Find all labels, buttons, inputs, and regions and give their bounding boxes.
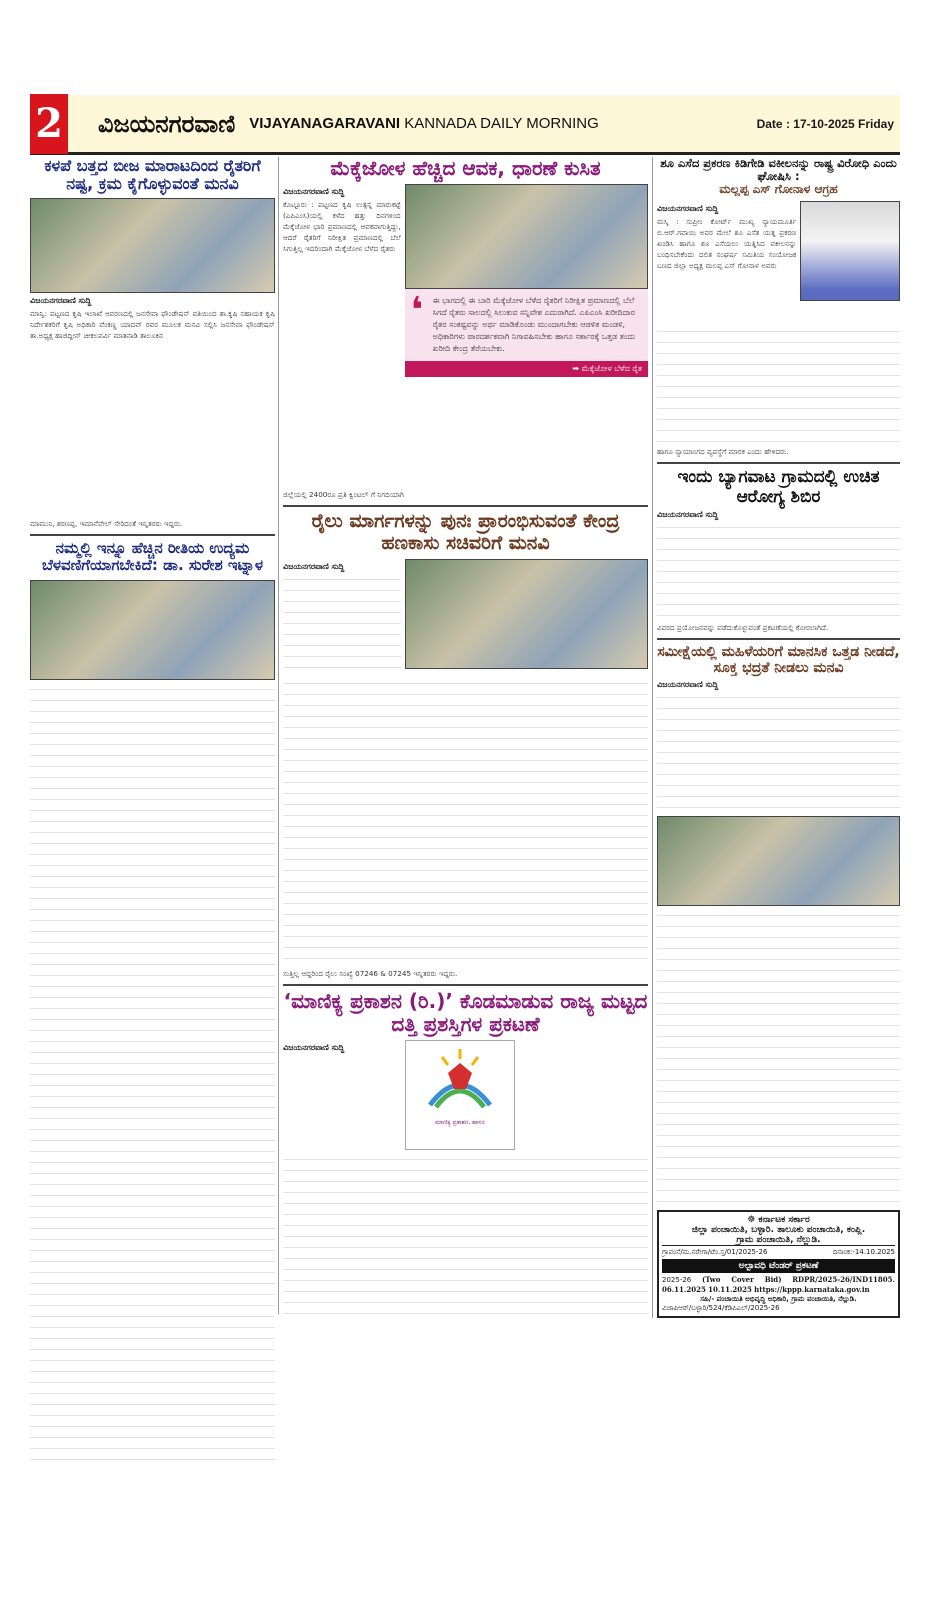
page-number: 2 [30, 94, 68, 154]
article-4-headline: ಇಂದು ಬ್ಯಾಗವಾಟ ಗ್ರಾಮದಲ್ಲಿ ಉಚಿತ ಆರೋಗ್ಯ ಶಿಬಿರ [677, 467, 880, 507]
article-7-byline: ವಿಜಯನಗರವಾಣಿ ಸುದ್ದಿ [657, 679, 719, 689]
article-5-photo [30, 580, 275, 680]
pullquote-text: ಈ ಭಾಗದಲ್ಲಿ ಈ ಬಾರಿ ಮೆಕ್ಕೆಜೋಳ ಬೆಳೆದ ರೈತರಿಗೆ ನಿರೀಕ್ಷಿತ ಪ್ರಮಾಣದಲ್ಲಿ ಬೆಲೆ ಸಿಗದೆ ರೈತರು ಸಾಲದಲ್ಲಿ ಸಿಲುಕುವ ಸನ್ನಿವೇಶ ಎದುರಾಗಿದೆ. ಎಪಿಎಂಸಿ ಖರೀದಿದಾರ ರೈತರ ಸಂಕಷ್ಟವನ್ನು ಅರ್ಥ ಮಾಡಿಕೊಂಡು ಮುಂದಾಗಬೇಕು ಆಡಳಿತ ಮಂಡಳಿ, ಅಧಿಕಾರಿಗಳು ಪಾರದರ್ಶಕವಾಗಿ ನಿಗಾವಹಿಸಬೇಕು ಹಾಗೂ ಸರ್ಕಾರಕ್ಕೆ ಒತ್ತಡ ತಂದು ಖರೀದಿ ಕೇಂದ್ರ ತೆರೆಯಬೇಕು. [432, 296, 636, 353]
article-6-body [283, 574, 401, 674]
article-6-photo [405, 559, 648, 669]
article-8-body [283, 1154, 648, 1314]
article-3-portrait [800, 201, 900, 301]
article-7-body [657, 692, 900, 812]
article-4-body [657, 522, 900, 622]
article-7-headline: ಸಮೀಕ್ಷೆಯಲ್ಲಿ ಮಹಿಳೆಯರಿಗೆ ಮಾನಸಿಕ ಒತ್ತಡ ನೀಡದೆ, ಸೂಕ್ತ ಭದ್ರತೆ ನೀಡಲು ಮನವಿ [657, 644, 900, 677]
tender-office-1: ಜಿಲ್ಲಾ ಪಂಚಾಯಿತಿ, ಬಳ್ಳಾರಿ. ತಾಲೂಕು ಪಂಚಾಯಿತಿ, ಕಂಪ್ಲಿ. [691, 1224, 866, 1235]
tender-ref-no: RDPR/2025-26/IND11805. [792, 1274, 895, 1284]
divider [657, 638, 900, 640]
masthead-title-english [249, 115, 599, 132]
article-1-body: ಮಾನ್ವಿ: ಪಟ್ಟಣದ ಕೃಷಿ ಇಲಾಖೆ ಆವರಣದಲ್ಲಿ ಜನಸೇವಾ ಫೌಂಡೇಷನ್ ವತಿಯಿಂದ ತಾ.ಕೃಷಿ ಸಹಾಯಕ ಕೃಷಿ ನಿರ್ದೇಶಕರಿಗೆ ಕೃಷಿ ಅಧಿಕಾರಿ ವೆಂಕಣ್ಣ ಯಾದವ್ ರವರ ಮೂಲಕ ಮನವಿ ಸಲ್ಲಿಸಿ ಜನಸೇವಾ ಫೌಂಡೇಷನ್ ತಾ.ಅಧ್ಯಕ್ಷ ಹಾಜಿದ್ದೀನ್ ಚೀಕಲಪರ್ವಿ ಮಾತನಾಡಿ ತಾಲೂಕಿನ [30, 308, 275, 340]
divider [30, 534, 275, 536]
tender-url[interactable]: https://kppp.karnataka.gov.in [754, 1284, 870, 1294]
article-3-headline: ಶೂ ಎಸೆದ ಪ್ರಕರಣ ಕಿಡಿಗೇಡಿ ವಕೀಲನನ್ನು ರಾಷ್ಟ್ರ ವಿರೋಧಿ ಎಂದು ಘೋಷಿಸಿ : [660, 156, 897, 184]
article-2-pullquote [405, 289, 648, 361]
tender-office-2: ಗ್ರಾಮ ಪಂಚಾಯಿತಿ, ನೆಲ್ಲುಡಿ. [736, 1234, 821, 1245]
arrow-right-icon: ➡ [572, 364, 582, 373]
divider [657, 462, 900, 464]
article-3-subheadline: ಮಲ್ಲಪ್ಪ ಎಸ್ ಗೋನಾಳ ಆಗ್ರಹ [719, 182, 838, 197]
tender-government [662, 1215, 895, 1225]
gem-logo-icon [420, 1045, 500, 1115]
article-3-footer: ಹಾಗೂ ನ್ಯಾಯಾಂಗದ ವ್ಯವಸ್ಥೆಗೆ ಮಾರಕ ಎಂದು ಹೇಳಿದರು. [657, 447, 789, 457]
tender-open-date: 10.11.2025 [708, 1284, 752, 1294]
tender-date: ದಿನಾಂಕ:-14.10.2025 [832, 1247, 895, 1256]
article-3-body-continued [657, 326, 900, 446]
tender-body: 2025-26 (Two Cover Bid) RDPR/2025-26/IND11805. 06.11.2025 10.11.2025 https://kppp.karnataka.gov.in [662, 1274, 895, 1294]
masthead-brand: VIJAYANAGARAVANI [249, 115, 401, 132]
article-2-caption [405, 361, 648, 377]
masthead-tagline: KANNADA DAILY MORNING [404, 115, 599, 132]
tender-bid-type: (Two Cover Bid) [701, 1274, 782, 1284]
tender-signature: ಸಹಿ/- ಪಂಚಾಯಿತಿ ಅಭಿವೃದ್ಧಿ ಅಧಿಕಾರಿ, ಗ್ರಾಮ ಪಂಚಾಯಿತಿ, ನೆಲ್ಲುಡಿ. [700, 1294, 857, 1303]
tender-last-date: 06.11.2025 [662, 1284, 706, 1294]
article-6-footer: ಸುತ್ತಿಲ್ಲ ಆದ್ದರಿಂದ ರೈಲು ಸಂಖ್ಯೆ 07246 & 07245 ಇನ್ನಿತರರು ಇದ್ದರು. [283, 968, 458, 978]
masthead-date: Date : 17-10-2025 Friday [756, 116, 894, 131]
tender-notice [657, 1210, 900, 1318]
article-6-body-continued [283, 678, 648, 968]
masthead [30, 95, 900, 155]
column-right [652, 157, 900, 1318]
tender-title: ಅಲ್ಪಾವಧಿ ಟೆಂಡರ್ ಪ್ರಕಟಣೆ [662, 1259, 895, 1273]
tender-ref: ಗ್ರಾಪಂನೆ/ಮ.ನರೇಗಾ/ಟೆಂ.ಸ್ತ/01/2025-26 [662, 1247, 768, 1256]
article-2-byline: ವಿಜಯನಗರವಾಣಿ ಸುದ್ದಿ [283, 187, 345, 196]
tender-ref-row [662, 1245, 895, 1257]
tender-gov-text: ಕರ್ನಾಟಕ ಸರ್ಕಾರ [758, 1214, 810, 1225]
article-8-byline: ವಿಜಯನಗರವಾಣಿ ಸುದ್ದಿ [283, 1042, 345, 1052]
article-8-headline: ‘ಮಾಣಿಕ್ಯ ಪ್ರಕಾಶನ (ರಿ.)’ ಕೊಡಮಾಡುವ ರಾಜ್ಯ ಮಟ್ಟದ ದತ್ತಿ ಪ್ರಶಸ್ತಿಗಳ ಪ್ರಕಟಣೆ [283, 988, 648, 1036]
divider [283, 984, 648, 986]
quote-mark-icon: ❛ [410, 290, 424, 331]
masthead-title-kannada: ವಿಜಯನಗರವಾಣಿ [98, 109, 236, 138]
article-2-photo [405, 184, 648, 289]
article-5-headline: ನಮ್ಮಲ್ಲಿ ಇನ್ನೂ ಹೆಚ್ಚಿನ ರೀತಿಯ ಉದ್ಯಮ ಬೆಳವಣಿಗೆಯಾಗಬೇಕಿದೆ: ಡಾ. ಸುರೇಶ ಇಟ್ನಾಳ [42, 538, 263, 575]
article-3-body: ಮಸ್ಕಿ : ಸುಪ್ರೀಂ ಕೋರ್ಟ್ ಮುಖ್ಯ ನ್ಯಾಯಮೂರ್ತಿ ಬಿ.ಆರ್.ಗವಾಯಿ ಅವರ ಮೇಲೆ ಶೂ ಎಸೆತ ಯತ್ನ ಪ್ರಕರಣ ಖಂಡಿಸಿ ಹಾಗೂ ಶೂ ಎಸೆಯಲು ಯತ್ನಿಸಿದ ವಕೀಲನನ್ನು ಬಂಧಿಸಬೇಕೆಂದು ದಲಿತ ಸಂಘರ್ಷ ಸಮಿತಿಯ ಸಂಯೋಜಕ ಬಣದ ಜಿಲ್ಲಾ ಅಧ್ಯಕ್ಷ ಮಲಪ್ಪ ಎಸ್ ಗೋನಾಳ ಅವರು [657, 217, 797, 271]
article-2-headline: ಮೆಕ್ಕೆಜೋಳ ಹೆಚ್ಚಿದ ಆವಕ, ಧಾರಣೆ ಕುಸಿತ [330, 156, 601, 180]
divider [283, 505, 648, 507]
article-3-byline: ವಿಜಯನಗರವಾಣಿ ಸುದ್ದಿ [657, 204, 719, 214]
article-6-headline: ರೈಲು ಮಾರ್ಗಗಳನ್ನು ಪುನಃ ಪ್ರಾರಂಭಿಸುವಂತೆ ಕೇಂದ್ರ ಹಣಕಾಸು ಸಚಿವರಿಗೆ ಮನವಿ [311, 510, 620, 554]
article-1-byline: ವಿಜಯನಗರವಾಣಿ ಸುದ್ದಿ [30, 295, 92, 305]
article-2-footer: ಜಿಲ್ಲೆಯಲ್ಲಿ 2400ರೂ ಪ್ರತಿ ಕ್ವಿಂಟಲ್ ಗೆ ನಿಗದಿಯಾಗಿ [283, 490, 404, 499]
manikya-prakashana-logo [405, 1040, 515, 1150]
article-7-photo [657, 816, 900, 906]
column-left [30, 157, 275, 1469]
article-1-headline: ಕಳಪೆ ಬತ್ತದ ಬೀಜ ಮಾರಾಟದಿಂದ ರೈತರಿಗೆ ನಷ್ಟ, ಕ್ರಮ ಕೈಗೊಳ್ಳುವಂತೆ ಮನವಿ [44, 156, 261, 194]
caption-text: ಮೆಕ್ಕೆಜೋಳ ಬೆಳೆದ ರೈತ [581, 364, 642, 373]
article-7-body-continued [657, 910, 900, 1210]
logo-caption: ಮಾಣಿಕ್ಯ ಪ್ರಕಾಶನ, ಹಾಸನ [435, 1118, 485, 1126]
article-4-footer: ವಿವರದ ಪ್ರಯೋಜನವನ್ನು ಪಡೆದುಕೊಳ್ಳುವಂತೆ ಪ್ರಕಟಣೆಯಲ್ಲಿ ಕೋರಲಾಗಿದೆ. [657, 623, 829, 633]
newspaper-page [30, 95, 900, 1575]
emblem-icon: ☸ [747, 1214, 759, 1225]
article-5-body [30, 684, 275, 1469]
article-2-body: ಕೊಟ್ಟೂರು : ಪಟ್ಟಣದ ಕೃಷಿ ಉತ್ಪನ್ನ ಮಾರುಕಟ್ಟೆ (ಎಪಿಎಂಸಿ)ಯಲ್ಲಿ ಕಳೆದ ಹತ್ತು ದಿನಗಳಿಂದ ಮೆಕ್ಕೆಜೋಳ ಭಾರಿ ಪ್ರಮಾಣದಲ್ಲಿ ಆವಕವಾಗುತ್ತಿದ್ದು, ಆದರೆ ರೈತರಿಗೆ ನಿರೀಕ್ಷಿತ ಪ್ರಮಾಣದಲ್ಲಿ ಬೆಲೆ ಸಿಗುತ್ತಿಲ್ಲ ಇದರಿಂದಾಗಿ ಮೆಕ್ಕೆಜೋಳ ಬೆಳೆದ ರೈತರು [283, 200, 401, 253]
article-4-byline: ವಿಜಯನಗರವಾಣಿ ಸುದ್ದಿ [657, 510, 719, 520]
article-1-photo [30, 198, 275, 293]
tender-footer-ref: ವಿಜಾಪಿಆರ್/ಬಳ್ಳಾರಿ/524/ಕೆಡಿಪಿಎಲ್/2025-26 [662, 1303, 780, 1312]
article-1-footer: ಮಾಮುನಿ, ಶರಣಪ್ಪ, ಇಮಾನೆವೇಲ್ ಸೇರಿದಂತೆ ಇನ್ನಿತರರು ಇದ್ದರು. [30, 518, 183, 528]
column-middle [278, 157, 648, 1314]
article-6-byline: ವಿಜಯನಗರವಾಣಿ ಸುದ್ದಿ [283, 561, 345, 571]
